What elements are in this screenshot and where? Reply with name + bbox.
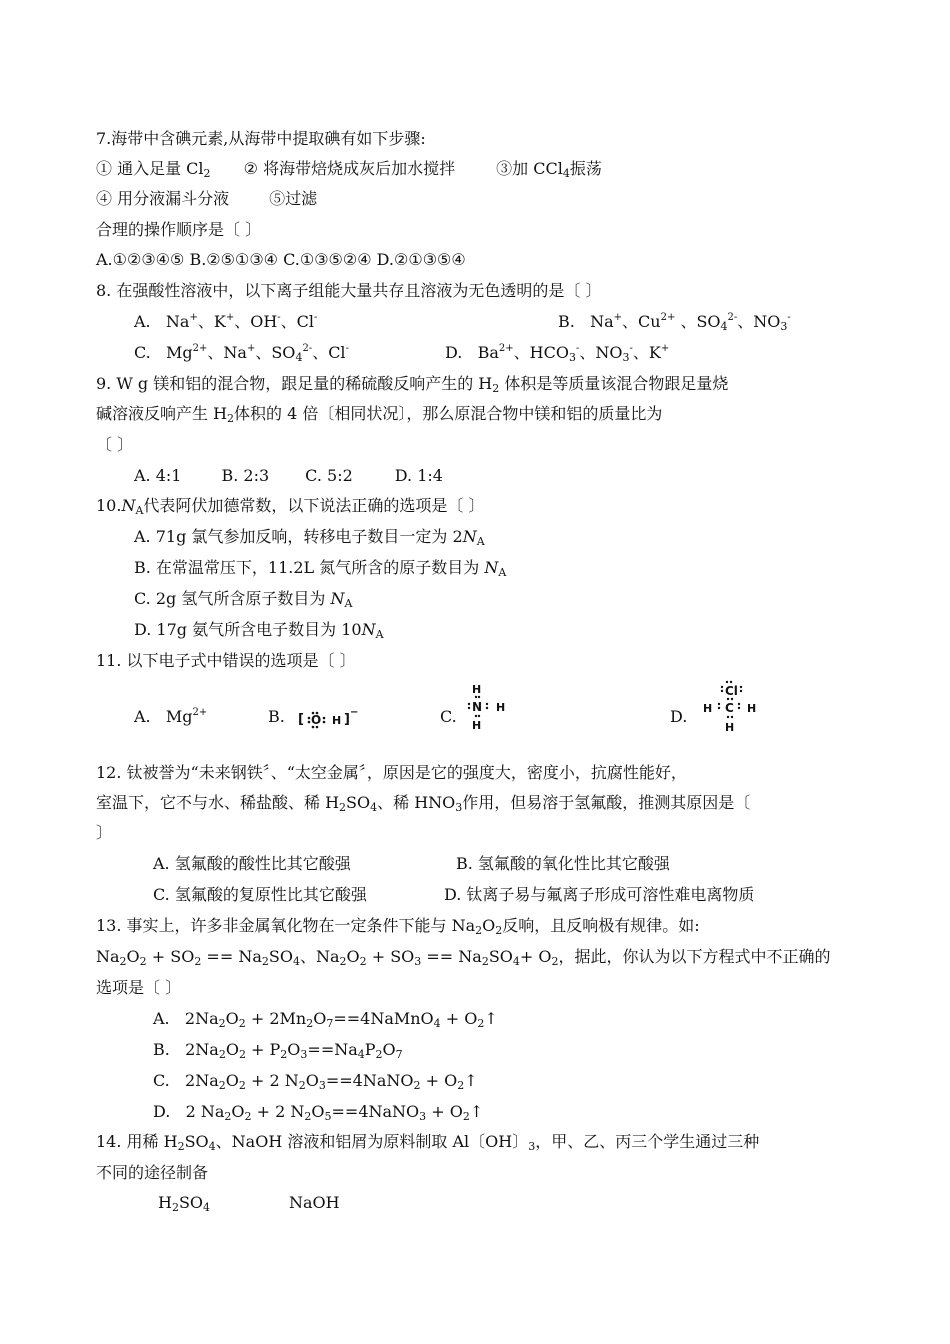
q8-stem: 8. 在强酸性溶液中，以下离子组能大量共存且溶液为无色透明的是〔 〕 bbox=[96, 281, 602, 300]
bond-pair-dot bbox=[718, 707, 720, 709]
lone-pair-dot bbox=[721, 686, 723, 688]
negative-charge: − bbox=[350, 707, 359, 718]
q11-option-c-label: C. bbox=[440, 707, 457, 726]
lone-pair-dot bbox=[468, 707, 470, 709]
hydrogen-atom: H bbox=[496, 701, 506, 714]
q14-line1: 14. 用稀 $H_2SO_4$、NaOH 溶液和铝屑为原料制取 Al〔OH〕$_3$，甲、乙、丙三个学生通过三种 bbox=[96, 1132, 760, 1153]
q7-stem: 7.海带中含碘元素,从海带中提取碘有如下步骤: bbox=[96, 129, 426, 148]
lone-pair-dot bbox=[468, 703, 470, 705]
hydrogen-atom: H bbox=[725, 721, 735, 734]
q12-option-d: D. 钛离子易与氟离子形成可溶性难电离物质 bbox=[444, 885, 755, 904]
bond-pair-dot bbox=[718, 703, 720, 705]
bond-pair-dot bbox=[323, 717, 326, 720]
bond-pair-dot bbox=[478, 696, 480, 698]
hydrogen-atom: H bbox=[747, 702, 757, 715]
bond-pair-dot bbox=[475, 715, 477, 717]
q10-stem: $10.N_A$代表阿伏加德常数，以下说法正确的选项是〔 〕 bbox=[96, 496, 485, 517]
q9-options: A. 4:1 B. 2:3 C. 5:2 D. 1:4 bbox=[134, 466, 443, 485]
q10-option-d: D. 17g 氨气所含电子数目为 $10N_A$ bbox=[134, 620, 384, 641]
lone-pair-dot bbox=[308, 717, 311, 720]
lone-pair-dot bbox=[721, 690, 723, 692]
hydrogen-atom: H bbox=[332, 714, 342, 727]
q11-option-c-ammonia-structure bbox=[466, 680, 516, 736]
q11-option-b-label: B. bbox=[268, 707, 285, 726]
lone-pair-dot bbox=[740, 690, 742, 692]
q11-option-d-chloromethane-structure bbox=[700, 677, 770, 737]
q14-line2: 不同的途径制备 bbox=[96, 1163, 209, 1182]
q8-option-c: C. $Mg^{2+}$、Na+、$SO_4^{2-}$、Cl- bbox=[134, 343, 349, 364]
oxygen-atom: O bbox=[311, 713, 322, 727]
q7-steps-line2: ④ 用分液漏斗分液 ⑤过滤 bbox=[96, 189, 318, 208]
q13-option-b: B. $2Na_2O_2 + P_2O_3==Na_4P_2O_7$ bbox=[153, 1040, 403, 1061]
q11-stem: 11. 以下电子式中错误的选项是〔 〕 bbox=[96, 651, 356, 670]
bond-pair-dot bbox=[486, 707, 488, 709]
q12-line2: 室温下，它不与水、稀盐酸、稀 $H_2SO_4$、稀 $HNO_3$作用，但易溶于氢氟酸，推测其原因是〔 bbox=[96, 793, 751, 814]
q13-option-c: C. $2Na_2O_2 + 2$ $N_2O_3==4NaNO_2$ + $O_2↑$ bbox=[153, 1071, 478, 1092]
q12-line3: 〕 bbox=[96, 823, 113, 842]
q7-options: A.①②③④⑤ B.②⑤①③④ C.①③⑤②④ D.②①③⑤④ bbox=[96, 250, 466, 269]
lone-pair-dot bbox=[730, 681, 732, 683]
q9-line3: 〔 〕 bbox=[96, 435, 134, 454]
bracket-left: [ bbox=[298, 712, 304, 727]
q10-option-a: A. 71g 氯气参加反响，转移电子数目一定为 $2N_A$ bbox=[134, 527, 485, 548]
q13-example-equations: $Na_2O_2 + SO_2 == Na_2SO_4$、$Na_2O_2 + SO_3 == Na_2SO_4+ O_2$，据此，你认为以下方程式中不正确的 bbox=[96, 947, 831, 968]
bond-pair-dot bbox=[738, 707, 740, 709]
q11-option-a: A. $Mg^{2+}$ bbox=[134, 707, 208, 726]
lone-pair-dot bbox=[740, 686, 742, 688]
q10-option-c: C. 2g 氢气所含原子数目为 $N_A$ bbox=[134, 589, 353, 610]
q11-option-d-label: D. bbox=[670, 707, 688, 726]
q7-ask: 合理的操作顺序是〔 〕 bbox=[96, 220, 262, 239]
q12-option-c: C. 氢氟酸的复原性比其它酸强 bbox=[153, 885, 367, 904]
q13-line3: 选项是〔 〕 bbox=[96, 978, 182, 997]
hydrogen-atom: H bbox=[472, 719, 482, 732]
q12-option-b: B. 氢氟酸的氧化性比其它酸强 bbox=[456, 854, 670, 873]
bond-pair-dot bbox=[727, 716, 729, 718]
bond-pair-dot bbox=[727, 698, 729, 700]
lone-pair-dot bbox=[726, 681, 728, 683]
q13-line1: 13. 事实上，许多非金属氧化物在一定条件下能与 $Na_2O_2$反响，且反响极有规律。如: bbox=[96, 916, 700, 937]
bond-pair-dot bbox=[475, 696, 477, 698]
carbon-atom: C bbox=[725, 701, 734, 715]
bond-pair-dot bbox=[731, 698, 733, 700]
q13-option-a: A. $2Na_2O_2$ + $2Mn_2O_7==4NaMnO_4$ + $O_2↑$ bbox=[153, 1009, 498, 1030]
q7-steps-line1: ① 通入足量 $Cl_2$ ② 将海带焙烧成灰后加水搅拌 ③加 CCl$_4$振荡 bbox=[96, 159, 602, 180]
q8-option-d: D. $Ba^{2+}$、$HCO_3^-$、$NO_3^-$、K+ bbox=[445, 343, 670, 364]
q11-option-b-hydroxide-structure bbox=[296, 704, 376, 732]
q10-option-b: B. 在常温常压下，11.2L 氮气所含的原子数目为 $N_A$ bbox=[134, 558, 507, 579]
hydrogen-atom: H bbox=[703, 702, 713, 715]
q8-option-a: A. Na+、K+、OH-、Cl- bbox=[134, 312, 318, 331]
bond-pair-dot bbox=[323, 721, 326, 724]
lone-pair-dot bbox=[308, 721, 311, 724]
hydrogen-atom: H bbox=[472, 683, 482, 696]
q8-option-b: B. Na+、$Cu^{2+}$ 、$SO_4^{2-}$、$NO_3^-$ bbox=[558, 312, 791, 333]
bond-pair-dot bbox=[738, 703, 740, 705]
nitrogen-atom: N bbox=[472, 700, 483, 714]
q9-line1: 9. W g 镁和铝的混合物，跟足量的稀硫酸反响产生的 $H_2$ 体积是等质量该混合物跟足量烧 bbox=[96, 374, 729, 395]
q13-option-d: D. 2 $Na_2O_2 + 2$ $N_2O_5==4NaNO_3$ + $O_2↑$ bbox=[153, 1102, 484, 1123]
q12-option-a: A. 氢氟酸的酸性比其它酸强 bbox=[153, 854, 351, 873]
bond-pair-dot bbox=[478, 715, 480, 717]
bond-pair-dot bbox=[486, 703, 488, 705]
q9-line2: 碱溶液反响产生 $H_2$体积的 4 倍〔相同状况〕，那么原混合物中镁和铝的质量比为 bbox=[96, 404, 663, 425]
chlorine-atom: Cl bbox=[725, 684, 738, 698]
bond-pair-dot bbox=[731, 716, 733, 718]
bracket-right: ] bbox=[344, 712, 350, 727]
q12-line1: 12. 钛被誉为“未来钢铁〞、“太空金属〞，原因是它的强度大，密度小，抗腐性能好， bbox=[96, 763, 687, 782]
q14-reagent-h2so4: $H_2SO_4$ bbox=[158, 1193, 211, 1214]
q14-reagent-naoh: NaOH bbox=[289, 1193, 340, 1212]
